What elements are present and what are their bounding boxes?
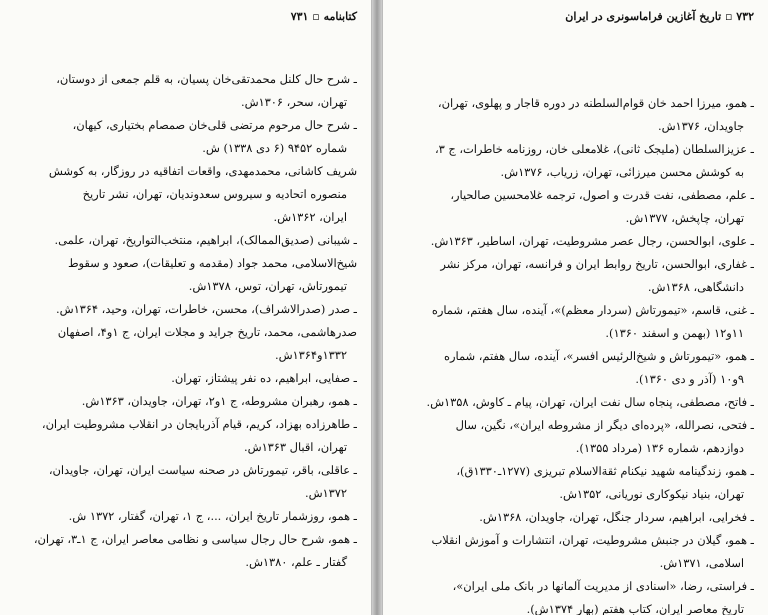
bibliography-entry-line: ـ غفاری، ابوالحسن، تاریخ روابط ایران و فرانسه، تهران، مرکز نشر bbox=[440, 257, 754, 271]
bibliography-entry bbox=[14, 390, 357, 413]
bibliography-entry-line: ـ فتحی، نصرالله، «پرده‌ای دیگر از مشروطه ایران»، نگین، سال bbox=[455, 418, 754, 432]
right-page bbox=[382, 0, 768, 615]
bibliography-entry bbox=[397, 575, 754, 615]
left-page bbox=[0, 0, 372, 615]
left-page-header: کتابنامه ▫ ۷۳۱ bbox=[290, 10, 357, 23]
bibliography-entry-line: تهران، چاپخش، ۱۳۷۷ش. bbox=[625, 211, 744, 225]
bibliography-entry-line: ـ شیبانی (صدیق‌الممالک)، ابراهیم، منتخب‌التواریخ، تهران، علمی. bbox=[54, 233, 357, 247]
bibliography-entry bbox=[397, 506, 754, 529]
bibliography-entry-line: شماره ۹۴۵۲ (۶ دی ۱۳۳۸) ش. bbox=[202, 141, 347, 155]
bibliography-entry-line: شریف کاشانی، محمدمهدی، واقعات اتفاقیه در روزگار، به کوشش bbox=[48, 164, 357, 178]
bibliography-entry bbox=[14, 252, 357, 298]
bibliography-entry-line: گفتار ـ علم، ۱۳۸۰ش. bbox=[245, 555, 347, 569]
bibliography-entry bbox=[14, 114, 357, 160]
bibliography-entry-line: تهران، اقبال ۱۳۶۳ش. bbox=[244, 440, 347, 454]
book-gutter bbox=[372, 0, 382, 615]
bibliography-entry-line: ـ همو، «تیمورتاش و شیخ‌الرئیس افسر»، آینده، سال هفتم، شماره bbox=[444, 349, 754, 363]
bibliography-entry bbox=[397, 230, 754, 253]
bibliography-entry-line: ـ عاقلی، باقر، تیمورتاش در صحنه سیاست ایران، تهران، جاویدان، bbox=[48, 463, 357, 477]
bibliography-entry-line: ـ همو، شرح حال رجال سیاسی و نظامی معاصر ایران، ج ۱ـ۳، تهران، bbox=[33, 532, 357, 546]
bibliography-entry-line: به کوشش محسن میرزائی، تهران، زریاب، ۱۳۷۶ش. bbox=[500, 165, 744, 179]
bibliography-entry bbox=[14, 229, 357, 252]
bibliography-entry bbox=[14, 298, 357, 321]
bibliography-entry-line: ایران، ۱۳۶۲ش. bbox=[273, 210, 347, 224]
bibliography-entry-line: ـ شرح حال مرحوم مرتضی قلی‌خان صمصام بختیاری، کیهان، bbox=[72, 118, 357, 132]
bibliography-entry-line: ـ همو، گیلان در جنبش مشروطیت، تهران، انتشارات و آموزش انقلاب bbox=[431, 533, 754, 547]
bibliography-entry-line: ۱۳۷۲ش. bbox=[304, 486, 347, 500]
bibliography-entry-line: ـ همو، رهبران مشروطه، ج ۱و۲، تهران، جاویدان، ۱۳۶۳ش. bbox=[81, 394, 357, 408]
bibliography-entry-line: دانشگاهی، ۱۳۶۸ش. bbox=[647, 280, 744, 294]
bibliography-entry bbox=[14, 367, 357, 390]
right-page-bibliography bbox=[397, 92, 754, 615]
bibliography-entry-line: جاویدان، ۱۳۷۶ش. bbox=[657, 119, 744, 133]
bibliography-entry-line: ـ صدر (صدرالاشراف)، محسن، خاطرات، تهران، وحید، ۱۳۶۴ش. bbox=[56, 302, 357, 316]
bibliography-entry bbox=[397, 345, 754, 391]
bibliography-entry-line: شیخ‌الاسلامی، محمد جواد (مقدمه و تعلیقات)، صعود و سقوط bbox=[67, 256, 357, 270]
bibliography-entry bbox=[14, 413, 357, 459]
bibliography-entry bbox=[14, 528, 357, 574]
bibliography-entry-line: ۹و۱۰ (آذر و دی ۱۳۶۰). bbox=[635, 372, 744, 386]
bibliography-entry bbox=[397, 529, 754, 575]
bibliography-entry-line: تیمورتاش، تهران، توس، ۱۳۷۸ش. bbox=[188, 279, 347, 293]
bibliography-entry-line: صدرهاشمی، محمد، تاریخ جراید و مجلات ایران، ج ۱و۴، اصفهان bbox=[57, 325, 357, 339]
bibliography-entry-line: ـ همو، روزشمار تاریخ ایران، ...، ج ۱، تهران، گفتار، ۱۳۷۲ ش. bbox=[68, 509, 357, 523]
bibliography-entry bbox=[14, 321, 357, 367]
bibliography-entry-line: ـ عزیزالسلطان (ملیجک ثانی)، غلامعلی خان، روزنامه خاطرات، ج ۳، bbox=[434, 142, 754, 156]
bibliography-entry bbox=[397, 184, 754, 230]
bibliography-entry bbox=[14, 68, 357, 114]
bibliography-entry-line: منصوره اتحادیه و سیروس سعدوندیان، تهران، نشر تاریخ bbox=[82, 187, 347, 201]
bibliography-entry-line: تهران، بنیاد نیکوکاری نوریانی، ۱۳۵۲ش. bbox=[559, 487, 744, 501]
bibliography-entry bbox=[397, 253, 754, 299]
bibliography-entry-line: ـ علوی، ابوالحسن، رجال عصر مشروطیت، تهران، اساطیر، ۱۳۶۳ش. bbox=[430, 234, 754, 248]
bibliography-entry bbox=[14, 505, 357, 528]
bibliography-entry-line: ـ فاتح، مصطفی، پنجاه سال نفت ایران، تهران، پیام ـ کاوش، ۱۳۵۸ش. bbox=[426, 395, 754, 409]
bibliography-entry-line: ـ فراستی، رضا، «اسنادی از مدیریت آلمانها در بانک ملی ایران»، bbox=[452, 579, 754, 593]
bibliography-entry bbox=[397, 299, 754, 345]
bibliography-entry-line: ـ غنی، قاسم، «تیمورتاش (سردار معظم)»، آینده، سال هفتم، شماره bbox=[431, 303, 754, 317]
bibliography-entry-line: ۱۳۳۲و۱۳۶۴ش. bbox=[274, 348, 347, 362]
bibliography-entry-line: ـ همو، میرزا احمد خان قوام‌السلطنه در دوره قاجار و پهلوی، تهران، bbox=[437, 96, 754, 110]
right-page-header: ۷۳۲ ▫ تاریخ آغازین فراماسونری در ایران bbox=[565, 10, 754, 23]
bibliography-entry-line: ـ همو، زندگینامه شهید نیکنام ثقةالاسلام تبریزی (۱۲۷۷ـ۱۳۳۰ق)، bbox=[456, 464, 754, 478]
bibliography-entry bbox=[14, 459, 357, 505]
bibliography-entry bbox=[397, 391, 754, 414]
bibliography-entry-line: تاریخ معاصر ایران، کتاب هفتم (بهار ۱۳۷۴ش). bbox=[526, 602, 744, 615]
bibliography-entry bbox=[397, 414, 754, 460]
bibliography-entry-line: ۱۱و۱۲ (بهمن و اسفند ۱۳۶۰). bbox=[605, 326, 744, 340]
bibliography-entry-line: ـ شرح حال کلنل محمدتقی‌خان پسیان، به قلم جمعی از دوستان، bbox=[56, 72, 357, 86]
bibliography-entry-line: اسلامی، ۱۳۷۱ش. bbox=[659, 556, 744, 570]
bibliography-entry bbox=[397, 92, 754, 138]
bibliography-entry bbox=[397, 138, 754, 184]
bibliography-entry-line: ـ علم، مصطفی، نفت قدرت و اصول، ترجمه غلامحسین صالحیار، bbox=[450, 188, 754, 202]
bibliography-entry-line: دوازدهم، شماره ۱۳۶ (مرداد ۱۳۵۵). bbox=[575, 441, 744, 455]
bibliography-entry bbox=[14, 160, 357, 229]
bibliography-entry-line: ـ صفایی، ابراهیم، ده نفر پیشتاز، تهران. bbox=[171, 371, 357, 385]
bibliography-entry-line: تهران، سحر، ۱۳۰۶ش. bbox=[240, 95, 347, 109]
bibliography-entry-line: ـ طاهرزاده بهزاد، کریم، قیام آذربایجان در انقلاب مشروطیت ایران، bbox=[41, 417, 357, 431]
bibliography-entry-line: ـ فخرایی، ابراهیم، سردار جنگل، تهران، جاویدان، ۱۳۶۸ش. bbox=[479, 510, 754, 524]
left-page-bibliography bbox=[14, 68, 357, 574]
bibliography-entry bbox=[397, 460, 754, 506]
